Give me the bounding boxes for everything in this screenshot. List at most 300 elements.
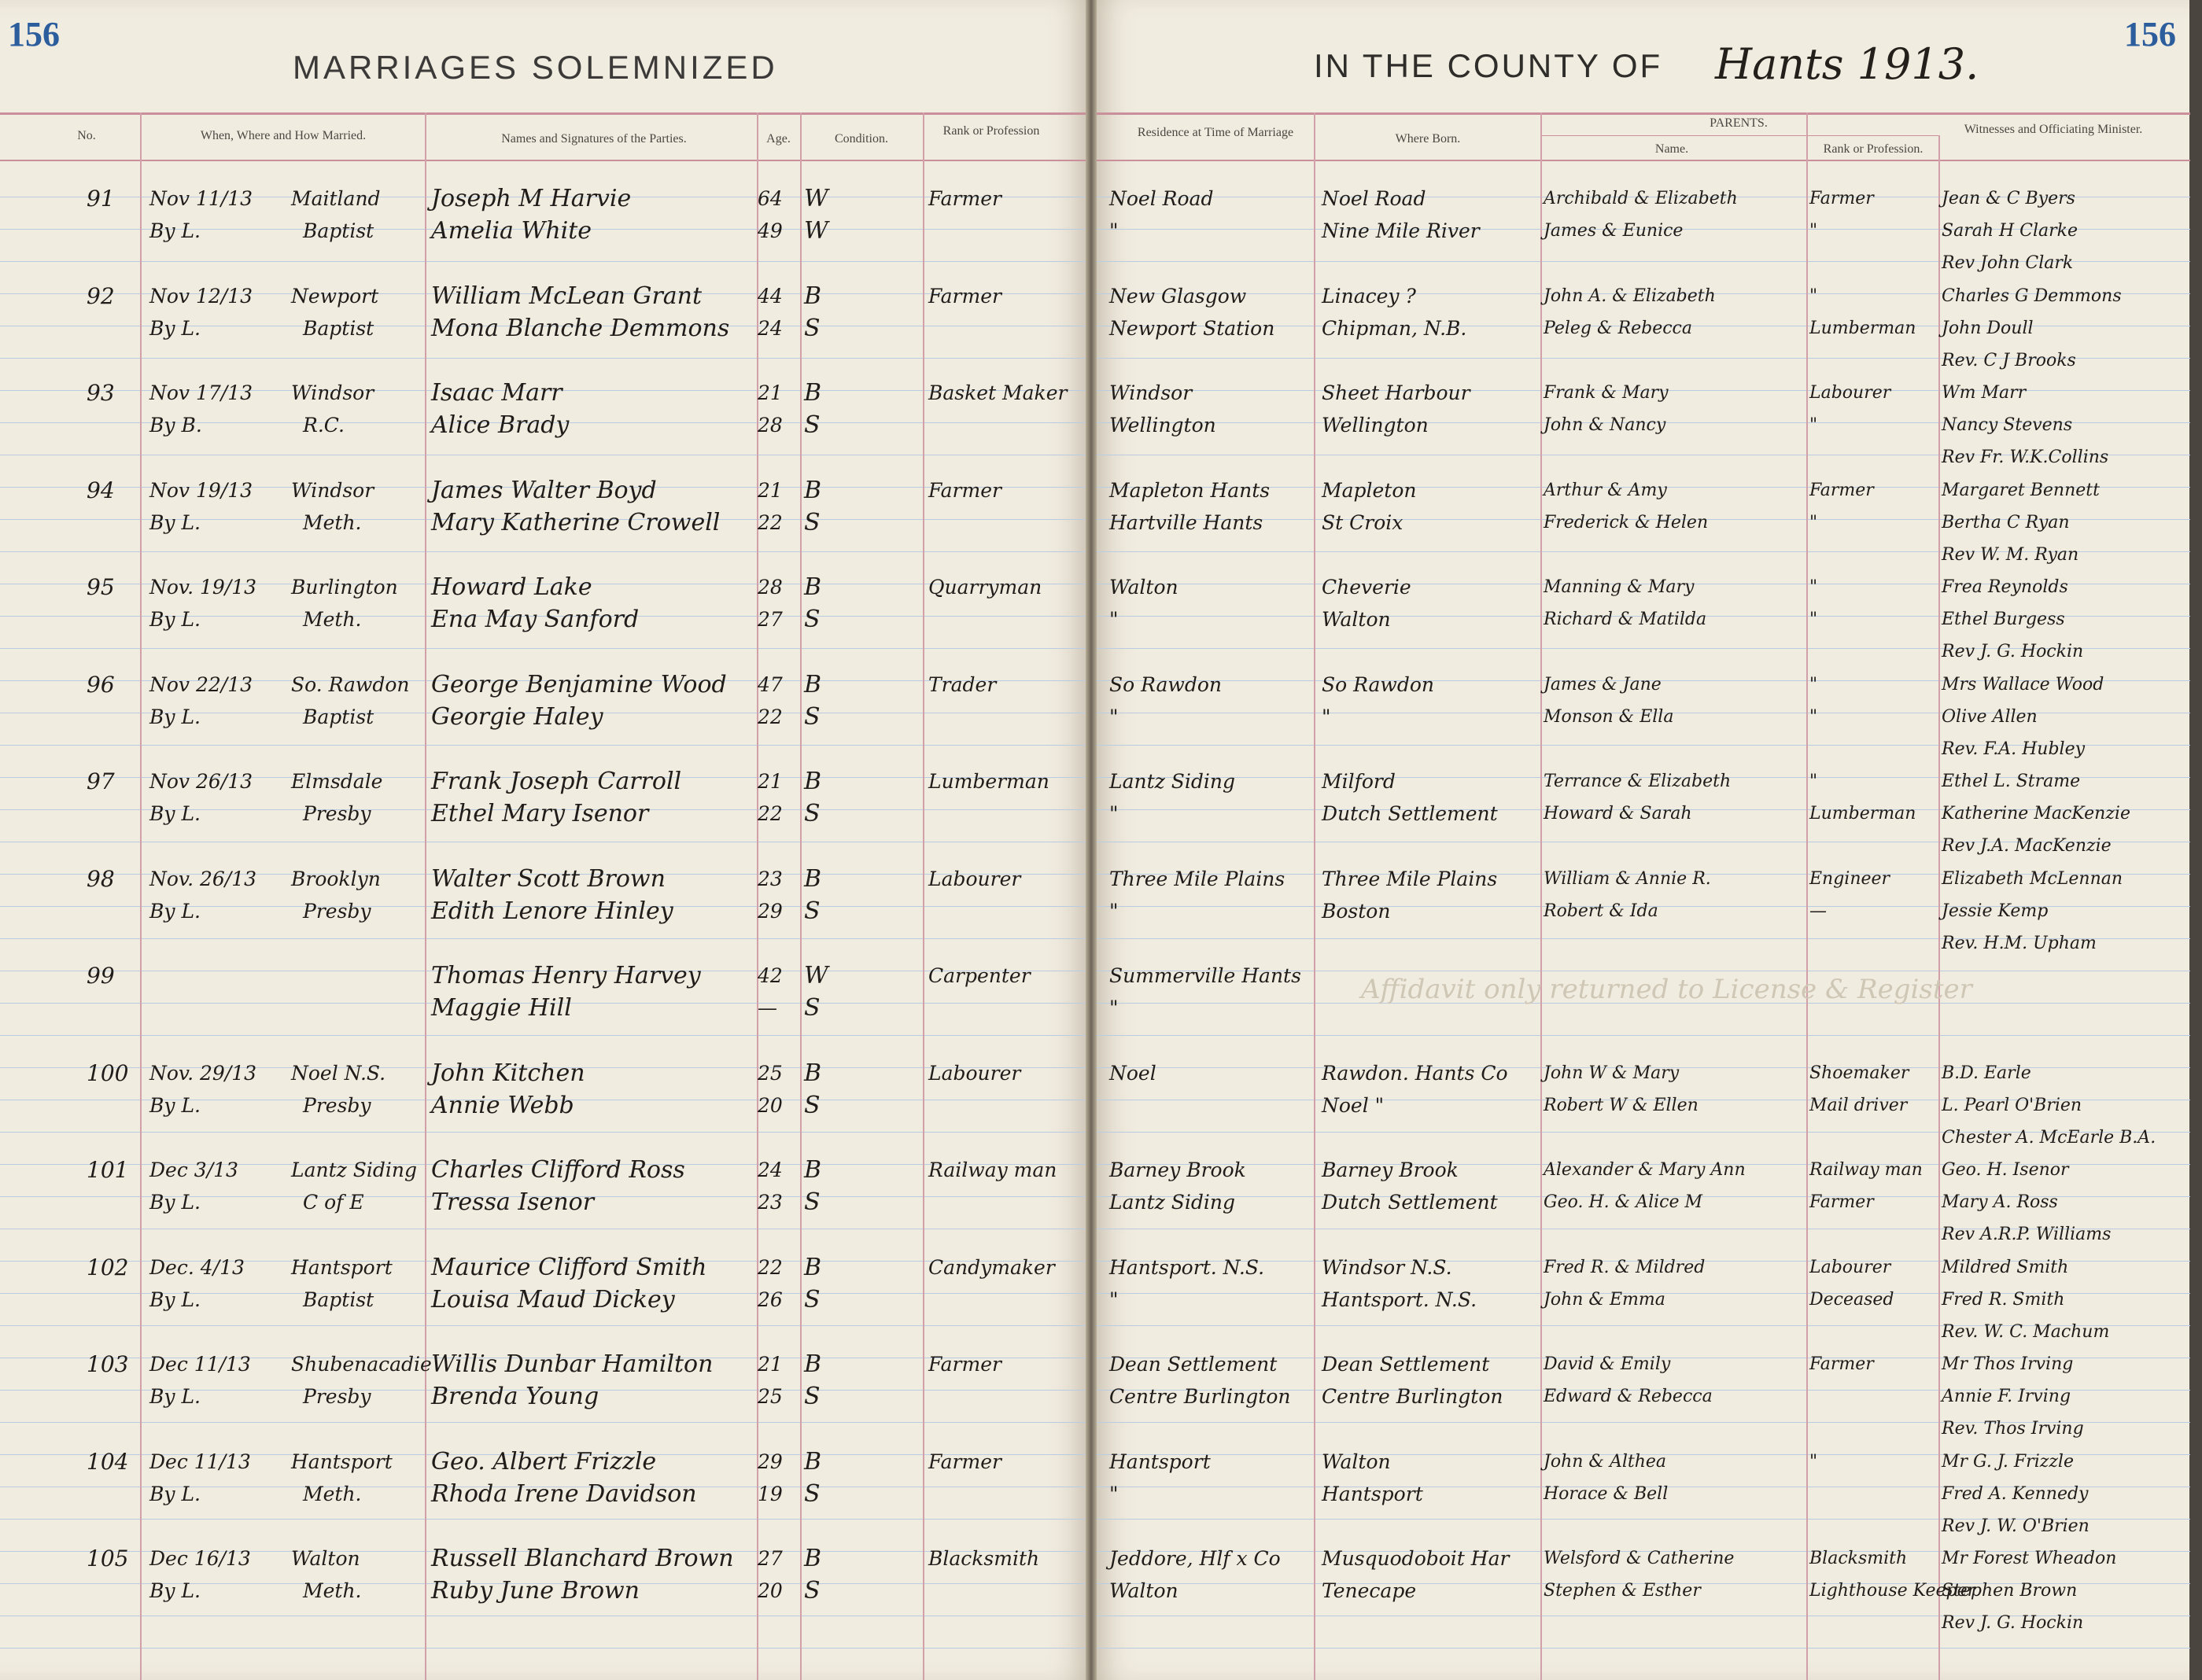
entry-license: By L. <box>149 219 201 242</box>
entry-residence-bride: Lantz Siding <box>1109 1191 1235 1214</box>
entry-residence-groom: Walton <box>1109 576 1178 599</box>
entry-witness-1: Mr Forest Wheadon <box>1942 1549 2117 1568</box>
entry-parent-rank-bride: Farmer <box>1809 1192 1874 1212</box>
entry-number: 97 <box>87 768 115 794</box>
col-divider <box>923 112 924 1680</box>
entry-age-bride: 28 <box>758 414 783 437</box>
entry-born-groom: Milford <box>1322 770 1396 793</box>
entry-parents-bride: Peleg & Rebecca <box>1544 318 1692 338</box>
col-divider <box>1314 112 1315 1680</box>
entry-residence-bride: " <box>1109 1482 1119 1505</box>
entry-condition-bride: S <box>804 411 821 439</box>
entry-number: 102 <box>87 1254 129 1280</box>
entry-place: Shubenacadie <box>291 1353 432 1376</box>
entry-age-groom: 21 <box>758 1353 783 1376</box>
entry-minister: Rev. F.A. Hubley <box>1942 739 2086 759</box>
entry-condition-groom: B <box>804 1059 822 1087</box>
entry-witness-1: B.D. Earle <box>1942 1063 2031 1083</box>
entry-witness-2: Katherine MacKenzie <box>1942 804 2130 823</box>
entry-parents-bride: Geo. H. & Alice M <box>1544 1192 1703 1212</box>
entry-date: Nov. 26/13 <box>149 867 257 890</box>
entry-residence-groom: Barney Brook <box>1109 1159 1246 1181</box>
entry-parent-rank-bride: Lumberman <box>1809 318 1916 338</box>
col-header-parents-rank: Rank or Profession. <box>1823 142 1924 156</box>
entry-parents-bride: Edward & Rebecca <box>1544 1387 1713 1406</box>
entry-witness-2: Nancy Stevens <box>1942 415 2073 435</box>
entry-witness-1: Jean & C Byers <box>1942 189 2075 208</box>
entry-license: By L. <box>149 899 201 923</box>
entry-residence-groom: Windsor <box>1109 381 1193 404</box>
entry-groom: George Benjamine Wood <box>431 670 727 698</box>
entry-residence-bride: " <box>1109 608 1119 631</box>
entry-condition-groom: W <box>804 962 828 989</box>
entry-place: Noel N.S. <box>291 1061 386 1085</box>
entry-age-bride: 19 <box>758 1482 783 1505</box>
entry-minister: Rev John Clark <box>1942 253 2074 273</box>
entry-age-groom: 27 <box>758 1547 783 1570</box>
col-header-age: Age. <box>766 132 791 146</box>
entry-born-groom: Walton <box>1322 1450 1391 1473</box>
entry-age-groom: 22 <box>758 1255 783 1279</box>
entry-license: By L. <box>149 1288 201 1311</box>
entry-denomination: Baptist <box>303 219 374 242</box>
entry-date: Nov. 29/13 <box>149 1061 257 1085</box>
entry-parents-bride: James & Eunice <box>1544 221 1684 241</box>
entry-born-bride: Hantsport. N.S. <box>1322 1288 1477 1311</box>
entry-date: Nov 12/13 <box>149 284 253 308</box>
entry-parents-bride: John & Nancy <box>1544 415 1666 435</box>
entry-born-bride: Centre Burlington <box>1322 1385 1503 1408</box>
entry-rank: Quarryman <box>928 576 1042 599</box>
entry-witness-1: Mildred Smith <box>1942 1257 2069 1277</box>
entry-condition-groom: B <box>804 476 822 504</box>
entry-bride: Mary Katherine Crowell <box>431 508 721 536</box>
entry-parents-bride: Frederick & Helen <box>1544 512 1709 532</box>
entry-witness-1: Frea Reynolds <box>1942 577 2068 597</box>
entry-born-bride: Hantsport <box>1322 1482 1423 1505</box>
entry-minister: Rev W. M. Ryan <box>1942 544 2079 565</box>
entry-date: Dec 11/13 <box>149 1450 251 1473</box>
entry-residence-bride: " <box>1109 997 1119 1019</box>
entry-witness-1: Mrs Wallace Wood <box>1942 674 2104 694</box>
entry-condition-groom: B <box>804 1447 822 1476</box>
entry-groom: Maurice Clifford Smith <box>431 1253 707 1281</box>
entry-rank: Basket Maker <box>928 381 1068 404</box>
entry-age-bride: 20 <box>758 1579 783 1602</box>
entry-condition-bride: S <box>804 508 821 536</box>
col-header-names: Names and Signatures of the Parties. <box>501 132 687 146</box>
col-header-no: No. <box>77 129 96 142</box>
entry-condition-groom: B <box>804 573 822 601</box>
entry-parents-bride: Stephen & Esther <box>1544 1581 1701 1601</box>
entry-condition-groom: B <box>804 768 822 795</box>
entry-parents-groom: David & Emily <box>1544 1354 1671 1374</box>
ruled-line <box>1097 1648 2190 1649</box>
entry-parents-groom: Manning & Mary <box>1544 577 1695 597</box>
entry-residence-groom: Hantsport <box>1109 1450 1211 1473</box>
entry-age-bride: — <box>758 997 777 1019</box>
entry-minister: Rev. Thos Irving <box>1942 1419 2084 1439</box>
entry-residence-groom: Noel Road <box>1109 187 1214 210</box>
entry-minister: Rev. C J Brooks <box>1942 350 2076 370</box>
entry-witness-1: Geo. H. Isenor <box>1942 1160 2069 1180</box>
entry-condition-groom: B <box>804 670 822 698</box>
entry-condition-bride: W <box>804 217 828 245</box>
entry-parent-rank-groom: Shoemaker <box>1809 1063 1909 1083</box>
entry-bride: Brenda Young <box>431 1383 599 1410</box>
entry-age-groom: 25 <box>758 1061 783 1085</box>
entry-parent-rank-groom: " <box>1809 1451 1818 1472</box>
col-header-condition: Condition. <box>834 132 888 146</box>
entry-residence-bride: Newport Station <box>1109 316 1275 340</box>
left-page <box>0 0 1090 1680</box>
entry-parent-rank-groom: Labourer <box>1809 383 1891 403</box>
entry-witness-2: Stephen Brown <box>1942 1581 2078 1601</box>
entry-residence-groom: So Rawdon <box>1109 672 1222 696</box>
page-title-right: IN THE COUNTY OF <box>1314 47 1663 84</box>
entry-born-groom: Three Mile Plains <box>1322 867 1498 890</box>
book-edge <box>2189 0 2202 1680</box>
entry-age-bride: 23 <box>758 1191 783 1214</box>
entry-age-groom: 23 <box>758 867 783 890</box>
col-divider <box>1938 135 1940 1680</box>
book-gutter <box>1086 0 1097 1680</box>
entry-age-bride: 22 <box>758 705 783 728</box>
entry-bride: Ethel Mary Isenor <box>431 800 649 827</box>
entry-groom: Charles Clifford Ross <box>431 1156 685 1184</box>
entry-parent-rank-bride: " <box>1809 512 1818 532</box>
col-header-parents-name: Name. <box>1654 142 1689 156</box>
entry-witness-2: L. Pearl O'Brien <box>1942 1095 2082 1115</box>
entry-denomination: Baptist <box>303 705 374 728</box>
entry-age-bride: 20 <box>758 1093 783 1117</box>
entry-residence-bride: Walton <box>1109 1579 1178 1602</box>
entry-date: Dec 3/13 <box>149 1159 238 1181</box>
entry-witness-1: Ethel L. Strame <box>1942 772 2081 791</box>
entry-age-groom: 24 <box>758 1159 783 1181</box>
entry-groom: Walter Scott Brown <box>431 864 666 893</box>
entry-witness-1: Margaret Bennett <box>1942 480 2100 500</box>
entry-minister: Rev A.R.P. Williams <box>1942 1225 2112 1244</box>
entry-parent-rank-groom: " <box>1809 286 1818 306</box>
entry-born-bride: Walton <box>1322 608 1391 631</box>
entry-born-groom: Noel Road <box>1322 187 1426 210</box>
col-header-when: When, Where and How Married. <box>200 129 367 142</box>
entry-age-groom: 64 <box>758 187 783 210</box>
entry-date: Nov 17/13 <box>149 381 253 404</box>
entry-number: 94 <box>87 477 115 503</box>
col-divider <box>800 112 802 1680</box>
entry-condition-bride: S <box>804 1285 821 1313</box>
entry-parents-groom: Welsford & Catherine <box>1544 1549 1735 1568</box>
entry-denomination: Meth. <box>303 608 362 631</box>
faint-annotation: Affidavit only returned to License & Register <box>1361 974 1972 1005</box>
entry-parents-bride: Horace & Bell <box>1544 1483 1669 1504</box>
entry-parent-rank-bride: — <box>1809 901 1827 921</box>
entry-bride: Alice Brady <box>431 411 570 439</box>
entry-bride: Annie Webb <box>431 1091 574 1119</box>
entry-witness-2: Annie F. Irving <box>1942 1387 2071 1406</box>
entry-condition-bride: S <box>804 800 821 827</box>
entry-parents-groom: John W & Mary <box>1544 1063 1680 1083</box>
col-header-parents: PARENTS. <box>1710 116 1768 130</box>
entry-groom: Frank Joseph Carroll <box>431 768 682 795</box>
entry-condition-groom: B <box>804 282 822 310</box>
entry-number: 103 <box>87 1351 129 1377</box>
entry-license: By L. <box>149 316 201 340</box>
entry-witness-1: Charles G Demmons <box>1942 286 2122 306</box>
entry-parent-rank-groom: " <box>1809 577 1818 597</box>
entry-denomination: Meth. <box>303 1482 362 1505</box>
col-divider <box>1540 112 1542 1680</box>
entry-number: 104 <box>87 1448 129 1475</box>
entry-residence-bride: " <box>1109 802 1119 825</box>
entry-residence-groom: Jeddore, Hlf x Co <box>1109 1547 1281 1570</box>
entry-denomination: Baptist <box>303 316 374 340</box>
entry-born-bride: Noel " <box>1322 1093 1385 1117</box>
entry-witness-2: Jessie Kemp <box>1942 901 2049 921</box>
entry-parents-groom: Archibald & Elizabeth <box>1544 189 1738 208</box>
entry-born-groom: Cheverie <box>1322 576 1411 599</box>
entry-denomination: Meth. <box>303 1579 362 1602</box>
page-title-left: MARRIAGES SOLEMNIZED <box>293 49 778 86</box>
entry-age-bride: 25 <box>758 1385 783 1408</box>
entry-born-bride: Chipman, N.B. <box>1322 316 1467 340</box>
entry-number: 93 <box>87 380 115 406</box>
entry-denomination: R.C. <box>303 414 345 437</box>
entry-bride: Edith Lenore Hinley <box>431 897 673 925</box>
entry-rank: Labourer <box>928 867 1021 890</box>
entry-born-bride: Tenecape <box>1322 1579 1417 1602</box>
entry-residence-bride: " <box>1109 705 1119 728</box>
entry-number: 92 <box>87 282 115 309</box>
entry-license: By L. <box>149 705 201 728</box>
entry-born-groom: Barney Brook <box>1322 1159 1459 1181</box>
entry-parent-rank-groom: " <box>1809 772 1818 791</box>
entry-age-groom: 21 <box>758 770 783 793</box>
entry-residence-groom: Hantsport. N.S. <box>1109 1255 1265 1279</box>
page-number-left: 156 <box>8 15 60 53</box>
entry-parent-rank-bride: Deceased <box>1809 1289 1894 1310</box>
entry-witness-1: Elizabeth McLennan <box>1942 868 2123 889</box>
entry-residence-bride: " <box>1109 899 1119 923</box>
entry-denomination: C of E <box>303 1191 364 1214</box>
entry-license: By L. <box>149 802 201 825</box>
entry-bride: Amelia White <box>431 217 592 245</box>
entry-age-bride: 22 <box>758 802 783 825</box>
col-header-witnesses: Witnesses and Officiating Minister. <box>1964 123 2143 136</box>
entry-residence-groom: Dean Settlement <box>1109 1353 1278 1376</box>
entry-parents-bride: John & Emma <box>1544 1289 1665 1310</box>
entry-born-bride: Dutch Settlement <box>1322 1191 1498 1214</box>
entry-age-bride: 29 <box>758 899 783 923</box>
entry-place: Hantsport <box>291 1450 393 1473</box>
entry-denomination: Baptist <box>303 1288 374 1311</box>
entry-denomination: Meth. <box>303 510 362 534</box>
entry-date: Dec. 4/13 <box>149 1255 245 1279</box>
entry-groom: Thomas Henry Harvey <box>431 962 701 989</box>
entry-minister: Rev. H.M. Upham <box>1942 933 2097 953</box>
entry-condition-bride: S <box>804 897 821 925</box>
entry-groom: Geo. Albert Frizzle <box>431 1447 657 1476</box>
entry-parent-rank-groom: Farmer <box>1809 480 1874 500</box>
entry-born-bride: Boston <box>1322 899 1391 923</box>
entry-parent-rank-groom: Farmer <box>1809 189 1874 208</box>
entry-parents-groom: Alexander & Mary Ann <box>1544 1160 1746 1180</box>
entry-condition-bride: S <box>804 606 821 633</box>
page-number-right: 156 <box>2124 15 2176 53</box>
entry-license: By B. <box>149 414 202 437</box>
entry-parent-rank-bride: " <box>1809 610 1818 629</box>
entry-place: Burlington <box>291 576 398 599</box>
col-header-rank: Rank or Profession <box>942 124 1040 138</box>
entry-number: 99 <box>87 963 115 989</box>
entry-rank: Farmer <box>928 187 1001 210</box>
entry-condition-groom: B <box>804 1545 822 1572</box>
entry-minister: Chester A. McEarle B.A. <box>1942 1127 2156 1148</box>
entry-parents-bride: Monson & Ella <box>1544 706 1674 727</box>
entry-date: Dec 16/13 <box>149 1547 251 1570</box>
entry-date: Nov 26/13 <box>149 770 253 793</box>
entry-residence-groom: Three Mile Plains <box>1109 867 1285 890</box>
col-divider <box>425 112 426 1680</box>
entry-residence-groom: Noel <box>1109 1061 1156 1085</box>
entry-groom: Russell Blanchard Brown <box>431 1545 734 1572</box>
entry-number: 105 <box>87 1546 129 1571</box>
entry-minister: Rev J. G. Hockin <box>1942 1613 2084 1633</box>
entry-groom: William McLean Grant <box>431 282 703 310</box>
entry-witness-2: Bertha C Ryan <box>1942 512 2070 532</box>
entry-born-groom: Dean Settlement <box>1322 1353 1490 1376</box>
entry-license: By L. <box>149 510 201 534</box>
entry-groom: Willis Dunbar Hamilton <box>431 1350 714 1378</box>
entry-witness-2: John Doull <box>1942 318 2034 338</box>
col-header-residence: Residence at Time of Marriage <box>1137 126 1294 139</box>
entry-rank: Railway man <box>928 1159 1057 1181</box>
entry-born-bride: Nine Mile River <box>1322 219 1480 242</box>
entry-place: Elmsdale <box>291 770 383 793</box>
entry-born-groom: Mapleton <box>1322 478 1417 502</box>
entry-condition-groom: B <box>804 379 822 407</box>
entry-denomination: Presby <box>303 1385 371 1408</box>
entry-condition-groom: B <box>804 1156 822 1184</box>
entry-parent-rank-groom: Blacksmith <box>1809 1549 1908 1568</box>
entry-number: 101 <box>87 1157 129 1183</box>
entry-place: Hantsport <box>291 1255 393 1279</box>
entry-number: 91 <box>87 186 115 212</box>
entry-date: Nov. 19/13 <box>149 576 257 599</box>
header-bottom-rule-right <box>1097 160 2190 161</box>
entry-bride: Louisa Maud Dickey <box>431 1285 675 1313</box>
entry-condition-bride: S <box>804 1577 821 1604</box>
entry-age-groom: 44 <box>758 284 783 308</box>
entry-rank: Blacksmith <box>928 1547 1040 1570</box>
entry-place: So. Rawdon <box>291 672 410 696</box>
entry-condition-bride: S <box>804 1383 821 1410</box>
entry-groom: James Walter Boyd <box>431 476 657 504</box>
entry-denomination: Presby <box>303 899 371 923</box>
entry-date: Dec 11/13 <box>149 1353 251 1376</box>
entry-number: 100 <box>87 1059 129 1086</box>
entry-groom: Joseph M Harvie <box>431 185 632 212</box>
entry-witness-1: Mr Thos Irving <box>1942 1354 2074 1374</box>
entry-bride: Georgie Haley <box>431 702 603 731</box>
entry-witness-2: Sarah H Clarke <box>1942 221 2078 241</box>
entry-witness-2: Fred A. Kennedy <box>1942 1483 2089 1504</box>
entry-condition-groom: B <box>804 1350 822 1378</box>
entry-place: Walton <box>291 1547 360 1570</box>
entry-license: By L. <box>149 1579 201 1602</box>
entry-bride: Ruby June Brown <box>431 1577 640 1604</box>
entry-witness-2: Olive Allen <box>1942 706 2038 727</box>
entry-residence-bride: " <box>1109 219 1119 242</box>
entry-minister: Rev J.A. MacKenzie <box>1942 836 2112 856</box>
entry-parents-bride: Howard & Sarah <box>1544 804 1692 823</box>
entry-license: By L. <box>149 1191 201 1214</box>
entry-parent-rank-groom: Labourer <box>1809 1257 1891 1277</box>
entry-rank: Lumberman <box>928 770 1049 793</box>
entry-place: Windsor <box>291 381 374 404</box>
entry-born-groom: Musquodoboit Har <box>1322 1547 1510 1570</box>
entry-residence-bride: Centre Burlington <box>1109 1385 1291 1408</box>
entry-age-bride: 24 <box>758 316 783 340</box>
entry-bride: Maggie Hill <box>431 994 572 1022</box>
entry-age-bride: 26 <box>758 1288 783 1311</box>
entry-number: 95 <box>87 574 115 600</box>
entry-age-groom: 42 <box>758 964 783 987</box>
entry-parent-rank-groom: Farmer <box>1809 1354 1874 1374</box>
entry-witness-1: Mr G. J. Frizzle <box>1942 1451 2074 1472</box>
entry-born-bride: Wellington <box>1322 414 1429 437</box>
entry-place: Brooklyn <box>291 867 381 890</box>
entry-age-groom: 28 <box>758 576 783 599</box>
county-handwritten: Hants 1913. <box>1715 39 1979 89</box>
entry-rank: Farmer <box>928 1353 1001 1376</box>
entry-minister: Rev. W. C. Machum <box>1942 1321 2110 1342</box>
entry-rank: Carpenter <box>928 964 1031 987</box>
entry-born-groom: So Rawdon <box>1322 672 1434 696</box>
entry-number: 98 <box>87 865 115 892</box>
entry-parent-rank-groom: Engineer <box>1809 868 1890 889</box>
entry-born-groom: Linacey ? <box>1322 284 1416 308</box>
entry-condition-groom: W <box>804 185 828 212</box>
entry-rank: Farmer <box>928 478 1001 502</box>
entry-groom: John Kitchen <box>431 1059 585 1087</box>
entry-condition-bride: S <box>804 1091 821 1119</box>
entry-parent-rank-bride: " <box>1809 415 1818 435</box>
entry-parents-groom: Frank & Mary <box>1544 383 1669 403</box>
entry-date: Nov 22/13 <box>149 672 253 696</box>
header-top-rule-right <box>1097 112 2190 115</box>
entry-parents-groom: John A. & Elizabeth <box>1544 286 1716 306</box>
entry-parent-rank-groom: Railway man <box>1809 1160 1923 1180</box>
entry-witness-2: Mary A. Ross <box>1942 1192 2058 1212</box>
entry-witness-2: Ethel Burgess <box>1942 610 2065 629</box>
entry-license: By L. <box>149 1385 201 1408</box>
entry-witness-2: Fred R. Smith <box>1942 1289 2065 1310</box>
entry-bride: Rhoda Irene Davidson <box>431 1479 697 1508</box>
entry-parent-rank-bride: " <box>1809 706 1818 727</box>
entry-rank: Farmer <box>928 1450 1001 1473</box>
entry-age-bride: 22 <box>758 510 783 534</box>
col-divider <box>140 112 142 1680</box>
entry-parent-rank-bride: Lighthouse Keeper <box>1809 1581 1976 1601</box>
entry-age-bride: 49 <box>758 219 783 242</box>
entry-born-groom: Rawdon. Hants Co <box>1322 1061 1508 1085</box>
entry-parents-groom: Arthur & Amy <box>1544 480 1667 500</box>
col-divider <box>1806 112 1808 1680</box>
parents-subrule <box>1540 135 1938 136</box>
